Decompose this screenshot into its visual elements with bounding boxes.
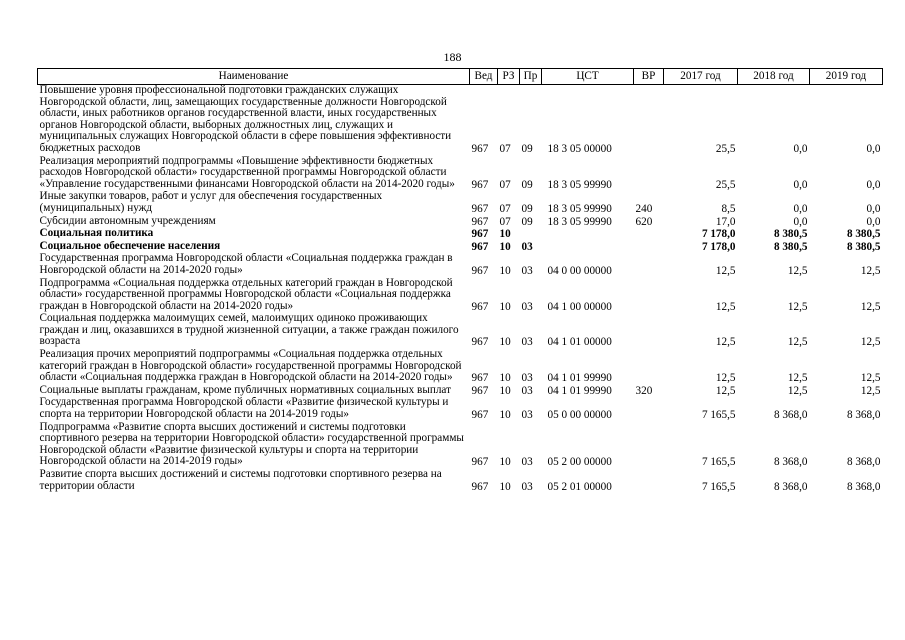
cell-2018: 0,0 xyxy=(793,142,808,155)
cell-2017: 12,5 xyxy=(715,336,736,349)
cell-ved: 967 xyxy=(471,228,489,241)
cell-name: Подпрограмма «Социальная поддержка отдельных категорий граждан в Новгородской области» государственной программы Новгородской области «Социальная поддержка граждан в Новгородской области на 2014-2020 годы» xyxy=(39,277,453,312)
cell-name: Развитие спорта высших достижений и системы подготовки спортивного резерва на территории области xyxy=(39,469,442,492)
cell-ved: 967 xyxy=(471,300,489,313)
cell-vr xyxy=(634,228,664,241)
cell-2019: 0,0 xyxy=(866,215,881,228)
cell-2017: 12,5 xyxy=(715,300,736,313)
cell-cst: 05 2 00 00000 xyxy=(547,456,612,469)
cell-2018: 8 368,0 xyxy=(773,456,808,469)
cell-cst: 04 0 00 00000 xyxy=(547,264,612,277)
table-row xyxy=(38,313,883,349)
table-header-row xyxy=(38,69,883,85)
header-rz: РЗ xyxy=(498,69,520,85)
cell-ved: 967 xyxy=(471,240,489,253)
cell-name: Социальная поддержка малоимущих семей, малоимущих одиноко проживающих граждан и лиц, оказавшихся в трудной жизненной ситуации, а также граждан пожилого возраста xyxy=(39,313,459,348)
cell-2019: 8 368,0 xyxy=(846,409,881,422)
cell-vr xyxy=(634,85,664,156)
cell-cst: 18 3 05 00000 xyxy=(547,142,612,155)
cell-cst xyxy=(542,228,634,241)
cell-name: Социальное обеспечение населения xyxy=(39,240,221,252)
cell-2017: 7 165,5 xyxy=(701,409,736,422)
cell-vr: 240 xyxy=(635,202,653,215)
header-name: Наименование xyxy=(38,69,470,85)
cell-pr: 09 xyxy=(521,215,533,228)
cell-ved: 967 xyxy=(471,202,489,215)
cell-name: Реализация мероприятий подпрограммы «Повышение эффективности бюджетных расходов Новгородской области» государственной программы Новгородской области «Управление государственными финансами Новгородской области на 2014-2020 годы» xyxy=(39,155,455,190)
cell-rz: 10 xyxy=(499,409,511,422)
table-row xyxy=(38,156,883,192)
cell-2018: 0,0 xyxy=(793,215,808,228)
cell-vr: 320 xyxy=(635,384,653,397)
cell-2017: 17,0 xyxy=(715,215,736,228)
cell-2019: 12,5 xyxy=(860,384,881,397)
cell-vr xyxy=(634,313,664,349)
table-row xyxy=(38,349,883,385)
header-ved: Вед xyxy=(470,69,498,85)
cell-name: Государственная программа Новгородской области «Социальная поддержка граждан в Новгородской области на 2014-2020 годы» xyxy=(39,253,453,276)
cell-cst: 05 0 00 00000 xyxy=(547,409,612,422)
cell-rz: 10 xyxy=(499,336,511,349)
cell-vr: 620 xyxy=(635,215,653,228)
cell-cst: 18 3 05 99990 xyxy=(547,178,612,191)
table-row xyxy=(38,422,883,469)
cell-vr xyxy=(634,156,664,192)
table-row xyxy=(38,397,883,421)
cell-vr xyxy=(634,241,664,254)
cell-2019: 12,5 xyxy=(860,264,881,277)
cell-name: Социальные выплаты гражданам, кроме публичных нормативных социальных выплат xyxy=(39,384,451,396)
cell-2018: 12,5 xyxy=(787,336,808,349)
cell-2018: 8 380,5 xyxy=(773,240,808,253)
cell-name: Государственная программа Новгородской области «Развитие физической культуры и спорта на территории Новгородской области на 2014-2019 годы» xyxy=(39,397,449,421)
cell-pr: 09 xyxy=(521,202,533,215)
cell-2019: 12,5 xyxy=(860,336,881,349)
cell-cst: 04 1 01 99990 xyxy=(547,384,612,397)
cell-cst: 05 2 01 00000 xyxy=(547,480,612,493)
cell-rz: 07 xyxy=(499,215,511,228)
cell-2018: 12,5 xyxy=(787,300,808,313)
table-row xyxy=(38,253,883,277)
cell-pr: 03 xyxy=(521,409,533,422)
cell-2018: 0,0 xyxy=(793,202,808,215)
cell-2019: 0,0 xyxy=(866,142,881,155)
cell-cst: 18 3 05 99990 xyxy=(547,215,612,228)
table-row xyxy=(38,241,883,254)
cell-rz: 10 xyxy=(499,384,511,397)
cell-2019: 8 380,5 xyxy=(846,228,881,241)
cell-ved: 967 xyxy=(471,456,489,469)
cell-2018: 12,5 xyxy=(787,384,808,397)
cell-2019: 8 368,0 xyxy=(846,456,881,469)
cell-2018: 0,0 xyxy=(793,178,808,191)
header-2018: 2018 год xyxy=(738,69,810,85)
cell-2017: 12,5 xyxy=(715,384,736,397)
cell-2019: 8 368,0 xyxy=(846,480,881,493)
cell-pr: 03 xyxy=(521,372,533,385)
cell-vr xyxy=(634,278,664,314)
cell-rz: 10 xyxy=(499,300,511,313)
header-cst: ЦСТ xyxy=(542,69,634,85)
cell-cst: 04 1 01 99990 xyxy=(547,372,612,385)
header-2019: 2019 год xyxy=(810,69,883,85)
cell-pr xyxy=(520,228,542,241)
table-row xyxy=(38,469,883,493)
cell-name: Субсидии автономным учреждениям xyxy=(39,215,216,227)
cell-vr xyxy=(634,422,664,469)
cell-pr: 03 xyxy=(521,456,533,469)
cell-pr: 09 xyxy=(521,142,533,155)
cell-2017: 7 178,0 xyxy=(701,240,736,253)
cell-2019: 8 380,5 xyxy=(846,240,881,253)
cell-vr xyxy=(634,253,664,277)
cell-name: Иные закупки товаров, работ и услуг для обеспечения государственных (муниципальных) нужд xyxy=(39,191,383,214)
cell-rz: 07 xyxy=(499,178,511,191)
cell-ved: 967 xyxy=(471,336,489,349)
cell-pr: 03 xyxy=(521,384,533,397)
table-body xyxy=(38,85,883,494)
table-row xyxy=(38,385,883,398)
cell-ved: 967 xyxy=(471,409,489,422)
cell-ved: 967 xyxy=(471,142,489,155)
cell-2019: 0,0 xyxy=(866,202,881,215)
cell-2017: 7 178,0 xyxy=(701,228,736,241)
cell-ved: 967 xyxy=(471,480,489,493)
cell-rz: 10 xyxy=(499,240,511,253)
header-pr: Пр xyxy=(520,69,542,85)
cell-pr: 03 xyxy=(521,300,533,313)
cell-pr: 09 xyxy=(521,178,533,191)
cell-ved: 967 xyxy=(471,264,489,277)
cell-vr xyxy=(634,397,664,421)
cell-cst: 04 1 00 00000 xyxy=(547,300,612,313)
page-number: 188 xyxy=(443,50,462,64)
cell-name: Реализация прочих мероприятий подпрограммы «Социальная поддержка отдельных категорий граждан в Новгородской области» государственной программы Новгородской области «Социальная поддержка граждан в Новгородской области на 2014-2020 годы» xyxy=(39,349,462,384)
cell-2019: 0,0 xyxy=(866,178,881,191)
cell-ved: 967 xyxy=(471,215,489,228)
cell-rz: 07 xyxy=(499,142,511,155)
cell-rz: 10 xyxy=(499,456,511,469)
cell-vr xyxy=(634,349,664,385)
cell-name: Повышение уровня профессиональной подготовки гражданских служащих Новгородской области, лиц, замещающих государственные должности Новгородской области, иных работников органов государственной власти, иных государственных органов Новгородской области, выборных должностных лиц, служащих и муниципальных служащих Новгородской области в сфере повышения эффективности бюджетных расходов xyxy=(39,84,452,154)
table-row xyxy=(38,216,883,229)
cell-pr: 03 xyxy=(521,336,533,349)
cell-cst: 18 3 05 99990 xyxy=(547,202,612,215)
cell-rz: 07 xyxy=(499,202,511,215)
table-row xyxy=(38,85,883,156)
cell-2018: 8 368,0 xyxy=(773,409,808,422)
cell-pr: 03 xyxy=(521,264,533,277)
cell-2017: 7 165,5 xyxy=(701,480,736,493)
cell-2017: 25,5 xyxy=(715,178,736,191)
cell-2018: 12,5 xyxy=(787,372,808,385)
cell-rz: 10 xyxy=(499,480,511,493)
cell-rz: 10 xyxy=(499,228,511,241)
cell-2019: 12,5 xyxy=(860,372,881,385)
table-row xyxy=(38,278,883,314)
header-vr: ВР xyxy=(634,69,664,85)
cell-name: Подпрограмма «Развитие спорта высших достижений и системы подготовки спортивного резерва на территории Новгородской области» государственной программы Новгородской области «Развитие физической культуры и спорта на территории Новгородской области на 2014-2019 годы» xyxy=(39,421,464,468)
cell-ved: 967 xyxy=(471,384,489,397)
cell-name: Социальная политика xyxy=(39,228,154,240)
cell-2017: 7 165,5 xyxy=(701,456,736,469)
cell-2017: 8,5 xyxy=(721,202,736,215)
table-row xyxy=(38,228,883,241)
cell-pr: 03 xyxy=(521,240,533,253)
cell-ved: 967 xyxy=(471,178,489,191)
cell-vr xyxy=(634,469,664,493)
budget-table xyxy=(37,68,883,493)
cell-ved: 967 xyxy=(471,372,489,385)
cell-2017: 12,5 xyxy=(715,264,736,277)
cell-rz: 10 xyxy=(499,372,511,385)
cell-cst: 04 1 01 00000 xyxy=(547,336,612,349)
cell-2017: 25,5 xyxy=(715,142,736,155)
cell-cst xyxy=(542,241,634,254)
header-2017: 2017 год xyxy=(664,69,738,85)
cell-2018: 8 380,5 xyxy=(773,228,808,241)
cell-2019: 12,5 xyxy=(860,300,881,313)
cell-pr: 03 xyxy=(521,480,533,493)
cell-rz: 10 xyxy=(499,264,511,277)
cell-2017: 12,5 xyxy=(715,372,736,385)
cell-2018: 12,5 xyxy=(787,264,808,277)
cell-2018: 8 368,0 xyxy=(773,480,808,493)
table-row xyxy=(38,191,883,215)
